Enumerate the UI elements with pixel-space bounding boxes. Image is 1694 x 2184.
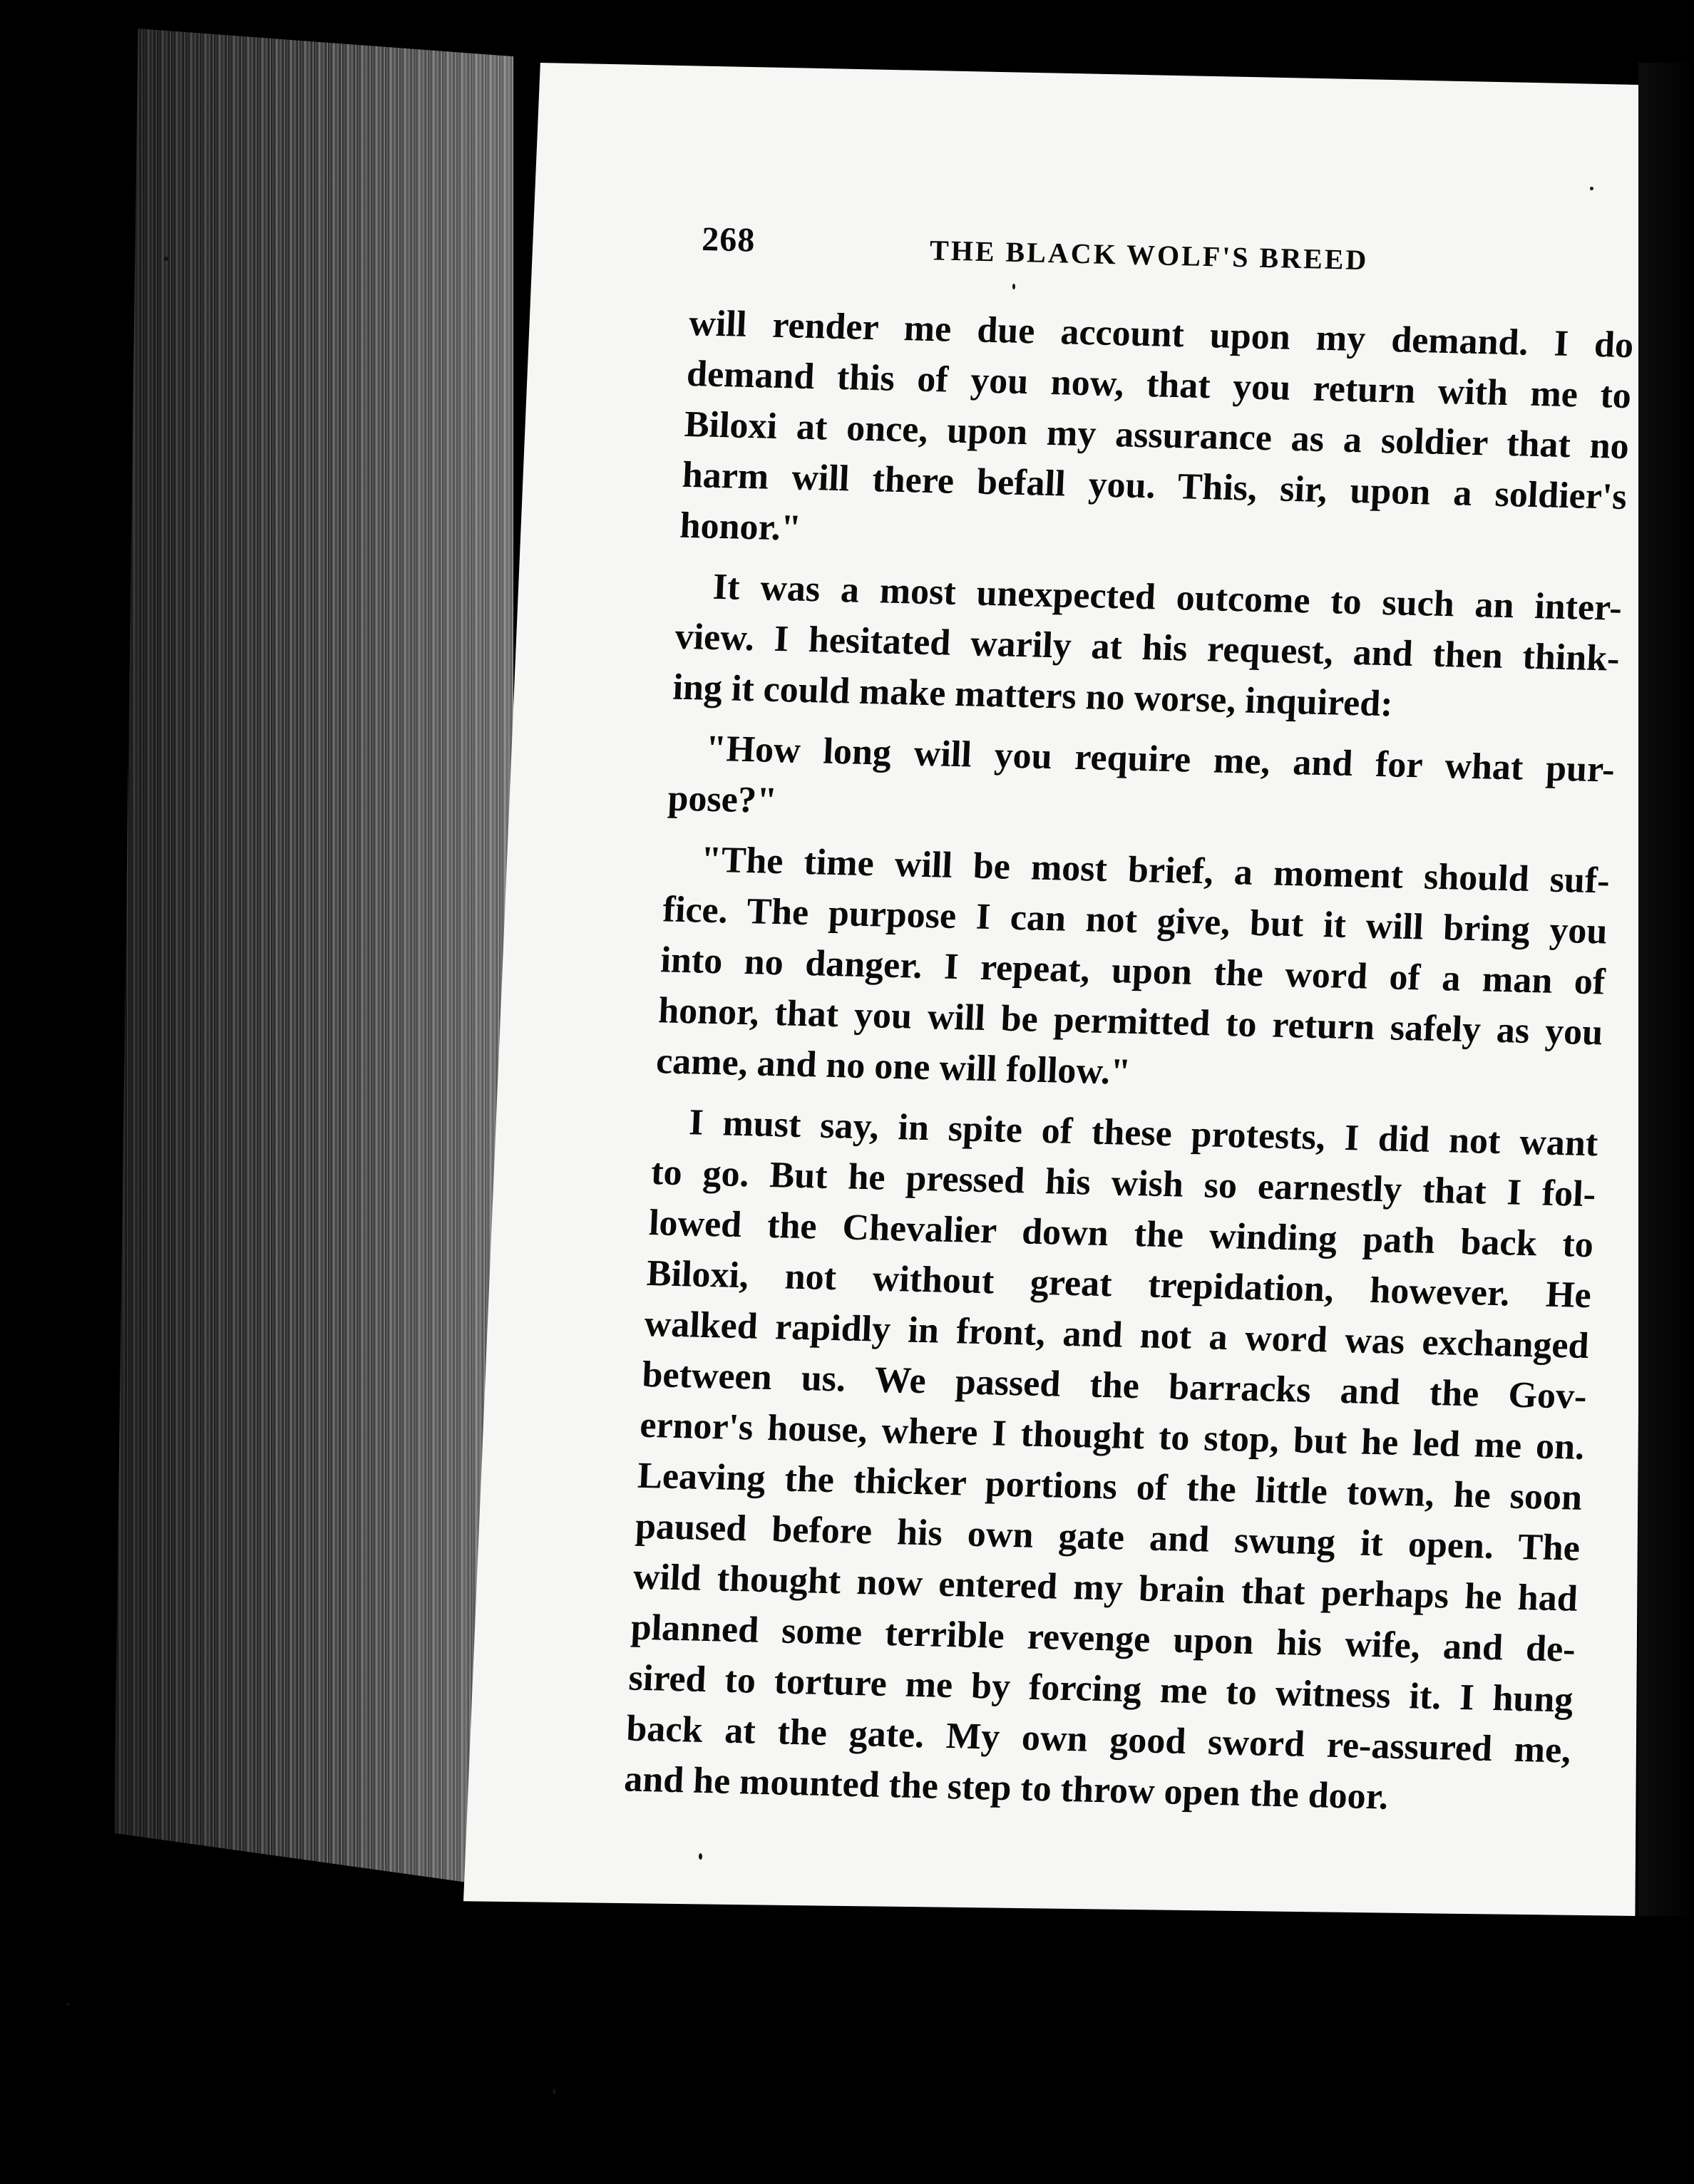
text-line: honor." (679, 505, 803, 549)
text-line: paused before his own gate and swung it open. The (634, 1505, 1581, 1569)
text-line: "How long will you require me, and for what pur- (704, 728, 1616, 790)
text-line: fice. The purpose I can not give, but it will bring you (662, 889, 1608, 952)
text-line: lowed the Chevalier down the winding path back to (647, 1202, 1595, 1266)
text-line: view. I hesitated warily at his request, and then think- (674, 616, 1621, 679)
text-line: pose?" (667, 778, 779, 822)
text-line: sired to torture me by forcing me to witness it. I hung (627, 1657, 1574, 1721)
text-line: ing it could make matters no worse, inquired: (672, 666, 1394, 725)
text-line: demand this of you now, that you return with me to (685, 353, 1633, 417)
text-line: will render me due account upon my demand. I do (688, 302, 1635, 366)
text-line: to go. But he pressed his wish so earnestly that I fol- (650, 1152, 1597, 1215)
text-line: wild thought now entered my brain that perhaps he had (632, 1556, 1578, 1619)
text-line: and he mounted the step to throw open the door. (623, 1758, 1390, 1818)
text-line: walked rapidly in front, and not a word was exchanged (643, 1303, 1590, 1367)
text-line: Biloxi at once, upon my assurance as a soldier that no (683, 403, 1631, 468)
text-line: between us. We passed the barracks and the Gov- (641, 1354, 1588, 1418)
text-line: Biloxi, not without great trepidation, however. He (645, 1252, 1592, 1317)
text-line: came, and no one will follow." (655, 1041, 1132, 1093)
text-line: It was a most unexpected outcome to such an inter- (712, 566, 1623, 629)
paragraph (679, 298, 1645, 573)
paragraph (623, 1096, 1610, 1827)
body-text (623, 298, 1646, 1827)
text-line: Leaving the thicker portions of the little town, he soon (637, 1455, 1583, 1518)
text-line: "The time will be most brief, a moment should suf- (699, 839, 1611, 902)
text-line: back at the gate. My own good sword re-assured me, (625, 1708, 1572, 1771)
text-line: honor, that you will be permitted to return safely as you (657, 990, 1604, 1054)
page-number: 268 (701, 220, 756, 259)
paragraph (672, 561, 1633, 735)
text-line: ernor's house, where I thought to stop, but he led me on. (639, 1404, 1586, 1468)
text-line: into no danger. I repeat, upon the word of a man of (659, 939, 1606, 1003)
running-title: THE BLACK WOLF'S BREED (929, 234, 1369, 277)
text-line: harm will there befall you. This, sir, upon a soldier's (681, 454, 1628, 518)
paragraph (655, 833, 1621, 1108)
text-line: planned some terrible revenge upon his wife, and de- (630, 1607, 1576, 1670)
text-line: I must say, in spite of these protests, I did not want (688, 1102, 1599, 1165)
page-header (701, 220, 1429, 293)
